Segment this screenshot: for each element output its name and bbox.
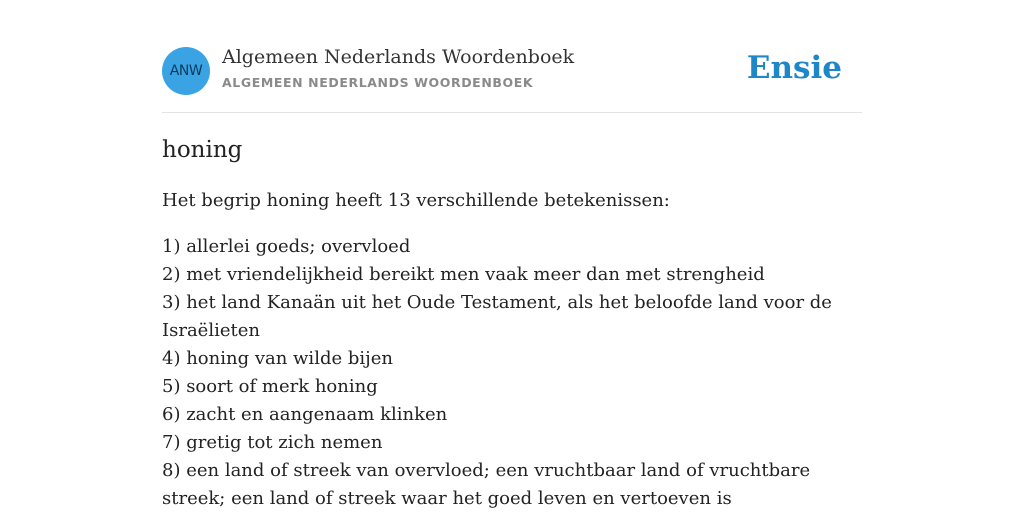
source-title[interactable]: Algemeen Nederlands Woordenboek — [222, 46, 575, 68]
entry-title: honing — [162, 137, 243, 163]
logo-text: ANW — [169, 63, 203, 79]
definition-list — [162, 233, 862, 513]
entry-intro: Het begrip honing heeft 13 verschillende betekenissen: — [162, 190, 670, 211]
definition-item: 8) een land of streek van overvloed; een vruchtbaar land of vruchtbare streek; een land of streek waar het goed leven en vertoeven is — [162, 460, 811, 509]
page — [162, 0, 862, 513]
definition-item: 2) met vriendelijkheid bereikt men vaak meer dan met strengheid — [162, 264, 765, 285]
source-subtitle: ALGEMEEN NEDERLANDS WOORDENBOEK — [222, 75, 534, 90]
definition-item: 1) allerlei goeds; overvloed — [162, 236, 411, 257]
definition-item: 5) soort of merk honing — [162, 376, 378, 397]
definition-item: 7) gretig tot zich nemen — [162, 432, 383, 453]
definition-item: 6) zacht en aangenaam klinken — [162, 404, 448, 425]
definition-item: 4) honing van wilde bijen — [162, 348, 393, 369]
source-logo[interactable] — [162, 47, 210, 95]
ensie-logo-link[interactable]: Ensie — [746, 50, 842, 86]
definition-item: 3) het land Kanaän uit het Oude Testament, als het beloofde land voor de Israëlieten — [162, 292, 832, 341]
source-header — [162, 0, 862, 113]
